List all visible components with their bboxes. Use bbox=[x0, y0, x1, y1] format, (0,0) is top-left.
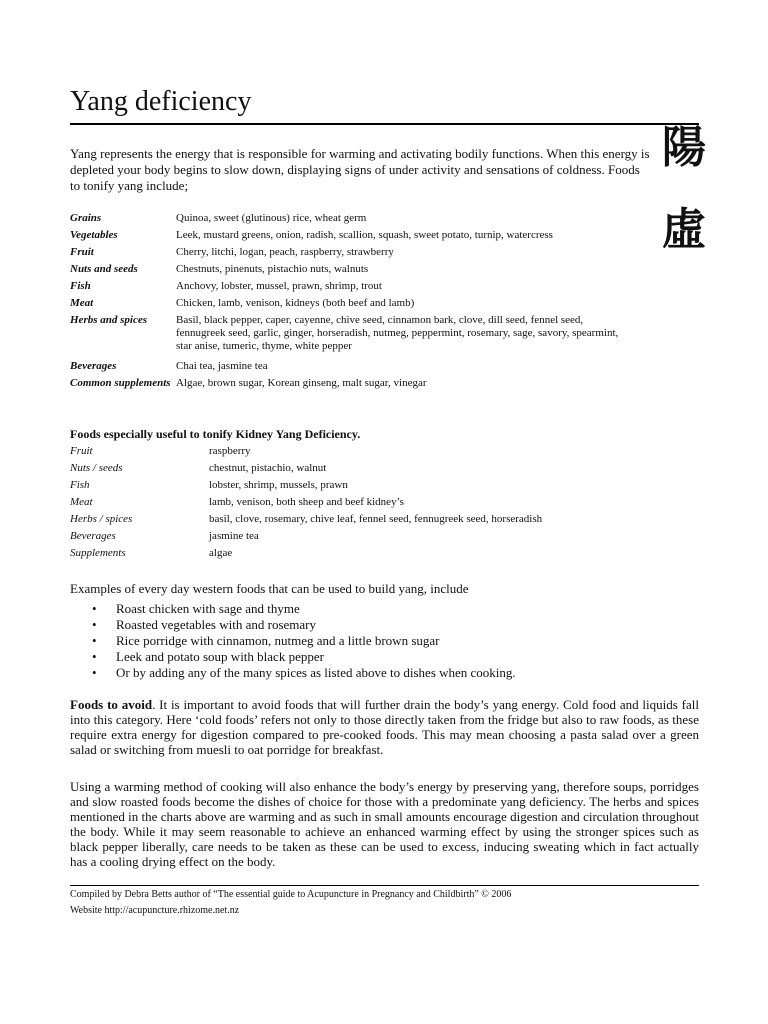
table-row bbox=[70, 546, 542, 563]
category-label: Common supplements bbox=[70, 377, 171, 389]
table-row bbox=[70, 444, 542, 461]
category-items: Chicken, lamb, venison, kidneys (both beef and lamb) bbox=[176, 297, 415, 309]
category-label: Fish bbox=[70, 479, 90, 491]
table-row bbox=[70, 495, 542, 512]
title-divider bbox=[70, 123, 699, 125]
category-items: Chestnuts, pinenuts, pistachio nuts, walnuts bbox=[176, 263, 369, 275]
table-row bbox=[70, 314, 630, 360]
deficiency-character: 虛 bbox=[662, 204, 706, 255]
list-item: • Leek and potato soup with black pepper bbox=[70, 649, 516, 665]
category-label: Grains bbox=[70, 212, 102, 224]
category-items: Quinoa, sweet (glutinous) rice, wheat germ bbox=[176, 212, 367, 224]
foods-to-avoid-text: . It is important to avoid foods that will further drain the body’s yang energy. Cold food and liquids fall into this category. Here ‘cold foods’ refers not only to those directly taken from the fridge but also to raw foods, as these require extra energy for digestion compared to pre-cooked foods. This may mean choosing a pasta salad over a green salad or switching from muesli to oat porridge for breakfast. bbox=[70, 697, 699, 757]
foods-to-avoid-paragraph bbox=[70, 697, 699, 757]
category-label: Herbs and spices bbox=[70, 314, 147, 326]
table-row bbox=[70, 360, 630, 377]
table-row bbox=[70, 478, 542, 495]
category-items: Basil, black pepper, caper, cayenne, chive seed, cinnamon bark, clove, dill seed, fennel seed, fennugreek seed, garlic, ginger, horseradish, nutmeg, peppermint, rosemary, sage, savory, spearmint, star anise, tumeric, thyme, white pepper bbox=[176, 314, 619, 352]
warming-cooking-paragraph: Using a warming method of cooking will also enhance the body’s energy by preserving yang, therefore soups, porridges and slow roasted foods become the dishes of choice for those with a predominate yang deficiency. The herbs and spices mentioned in the charts above are warming and as such in small amounts encourage digestion and circulation throughout the body. While it may seem reasonable to achieve an enhanced warming effect by using the stronger spices such as black pepper liberally, care needs to be taken as these can be used to excess, inducing sweating which in fact actually has a cooling drying effect on the body. bbox=[70, 779, 699, 869]
category-label: Fruit bbox=[70, 246, 94, 258]
footer-divider bbox=[70, 885, 699, 886]
kidney-yang-heading: Foods especially useful to tonify Kidney Yang Deficiency. bbox=[70, 427, 361, 441]
category-items: Leek, mustard greens, onion, radish, scallion, squash, sweet potato, turnip, watercress bbox=[176, 229, 553, 241]
page-title: Yang deficiency bbox=[70, 86, 252, 117]
table-row bbox=[70, 212, 630, 229]
category-items: lobster, shrimp, mussels, prawn bbox=[209, 479, 348, 491]
category-items: algae bbox=[209, 547, 233, 559]
table-row bbox=[70, 529, 542, 546]
category-items: Algae, brown sugar, Korean ginseng, malt sugar, vinegar bbox=[176, 377, 427, 389]
category-label: Nuts and seeds bbox=[70, 263, 138, 275]
category-label: Vegetables bbox=[70, 229, 118, 241]
intro-paragraph: Yang represents the energy that is responsible for warming and activating bodily functions. When this energy is depleted your body begins to slow down, displaying signs of under activity and sensations of coldness. Foods to tonify yang include; bbox=[70, 146, 650, 193]
table-row bbox=[70, 297, 630, 314]
list-item: • Roast chicken with sage and thyme bbox=[70, 601, 516, 617]
table-row bbox=[70, 512, 542, 529]
kidney-yang-table bbox=[70, 444, 542, 563]
category-items: chestnut, pistachio, walnut bbox=[209, 462, 327, 474]
category-label: Nuts / seeds bbox=[70, 462, 123, 474]
category-items: Chai tea, jasmine tea bbox=[176, 360, 268, 372]
table-row bbox=[70, 280, 630, 297]
category-items: jasmine tea bbox=[209, 530, 259, 542]
category-label: Meat bbox=[70, 496, 93, 508]
foods-to-avoid-label: Foods to avoid bbox=[70, 697, 153, 712]
category-label: Herbs / spices bbox=[70, 513, 133, 525]
table-row bbox=[70, 377, 630, 394]
footer-credit: Compiled by Debra Betts author of “The essential guide to Acupuncture in Pregnancy and Childbirth” © 2006 bbox=[70, 889, 512, 900]
category-items: lamb, venison, both sheep and beef kidney’s bbox=[209, 496, 404, 508]
footer-website: Website http://acupuncture.rhizome.net.nz bbox=[70, 905, 240, 916]
category-label: Meat bbox=[70, 297, 94, 309]
list-item: • Or by adding any of the many spices as listed above to dishes when cooking. bbox=[70, 665, 516, 681]
yang-character: 陽 bbox=[662, 122, 706, 173]
category-label: Fish bbox=[70, 280, 91, 292]
examples-list bbox=[70, 601, 516, 681]
chinese-characters bbox=[658, 122, 710, 255]
examples-intro: Examples of every day western foods that can be used to build yang, include bbox=[70, 581, 469, 596]
category-items: Cherry, litchi, logan, peach, raspberry, strawberry bbox=[176, 246, 394, 258]
category-items: raspberry bbox=[209, 445, 251, 457]
category-label: Beverages bbox=[70, 360, 117, 372]
table-row bbox=[70, 246, 630, 263]
category-items: basil, clove, rosemary, chive leaf, fennel seed, fennugreek seed, horseradish bbox=[209, 513, 543, 525]
tonify-foods-table bbox=[70, 212, 630, 394]
list-item: • Rice porridge with cinnamon, nutmeg and a little brown sugar bbox=[70, 633, 516, 649]
category-label: Fruit bbox=[70, 445, 93, 457]
category-items: Anchovy, lobster, mussel, prawn, shrimp, trout bbox=[176, 280, 382, 292]
category-label: Supplements bbox=[70, 547, 126, 559]
category-label: Beverages bbox=[70, 530, 116, 542]
table-row bbox=[70, 229, 630, 246]
table-row bbox=[70, 461, 542, 478]
footer bbox=[70, 887, 511, 919]
list-item: • Roasted vegetables with and rosemary bbox=[70, 617, 516, 633]
table-row bbox=[70, 263, 630, 280]
